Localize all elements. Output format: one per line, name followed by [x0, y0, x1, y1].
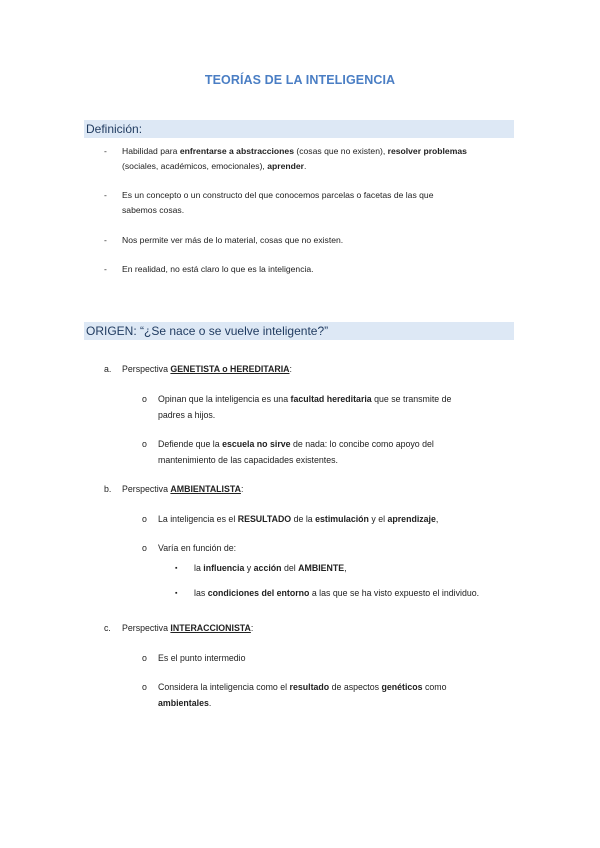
section-heading-definicion: Definición:: [84, 120, 514, 138]
dash-marker: -: [104, 146, 107, 156]
dash-marker: -: [104, 190, 107, 200]
dash-marker: -: [104, 235, 107, 245]
dash-marker: -: [104, 264, 107, 274]
page-title: TEORÍAS DE LA INTELIGENCIA: [204, 73, 396, 87]
section-heading-origen: ORIGEN: “¿Se nace o se vuelve inteligente?”: [84, 322, 514, 340]
